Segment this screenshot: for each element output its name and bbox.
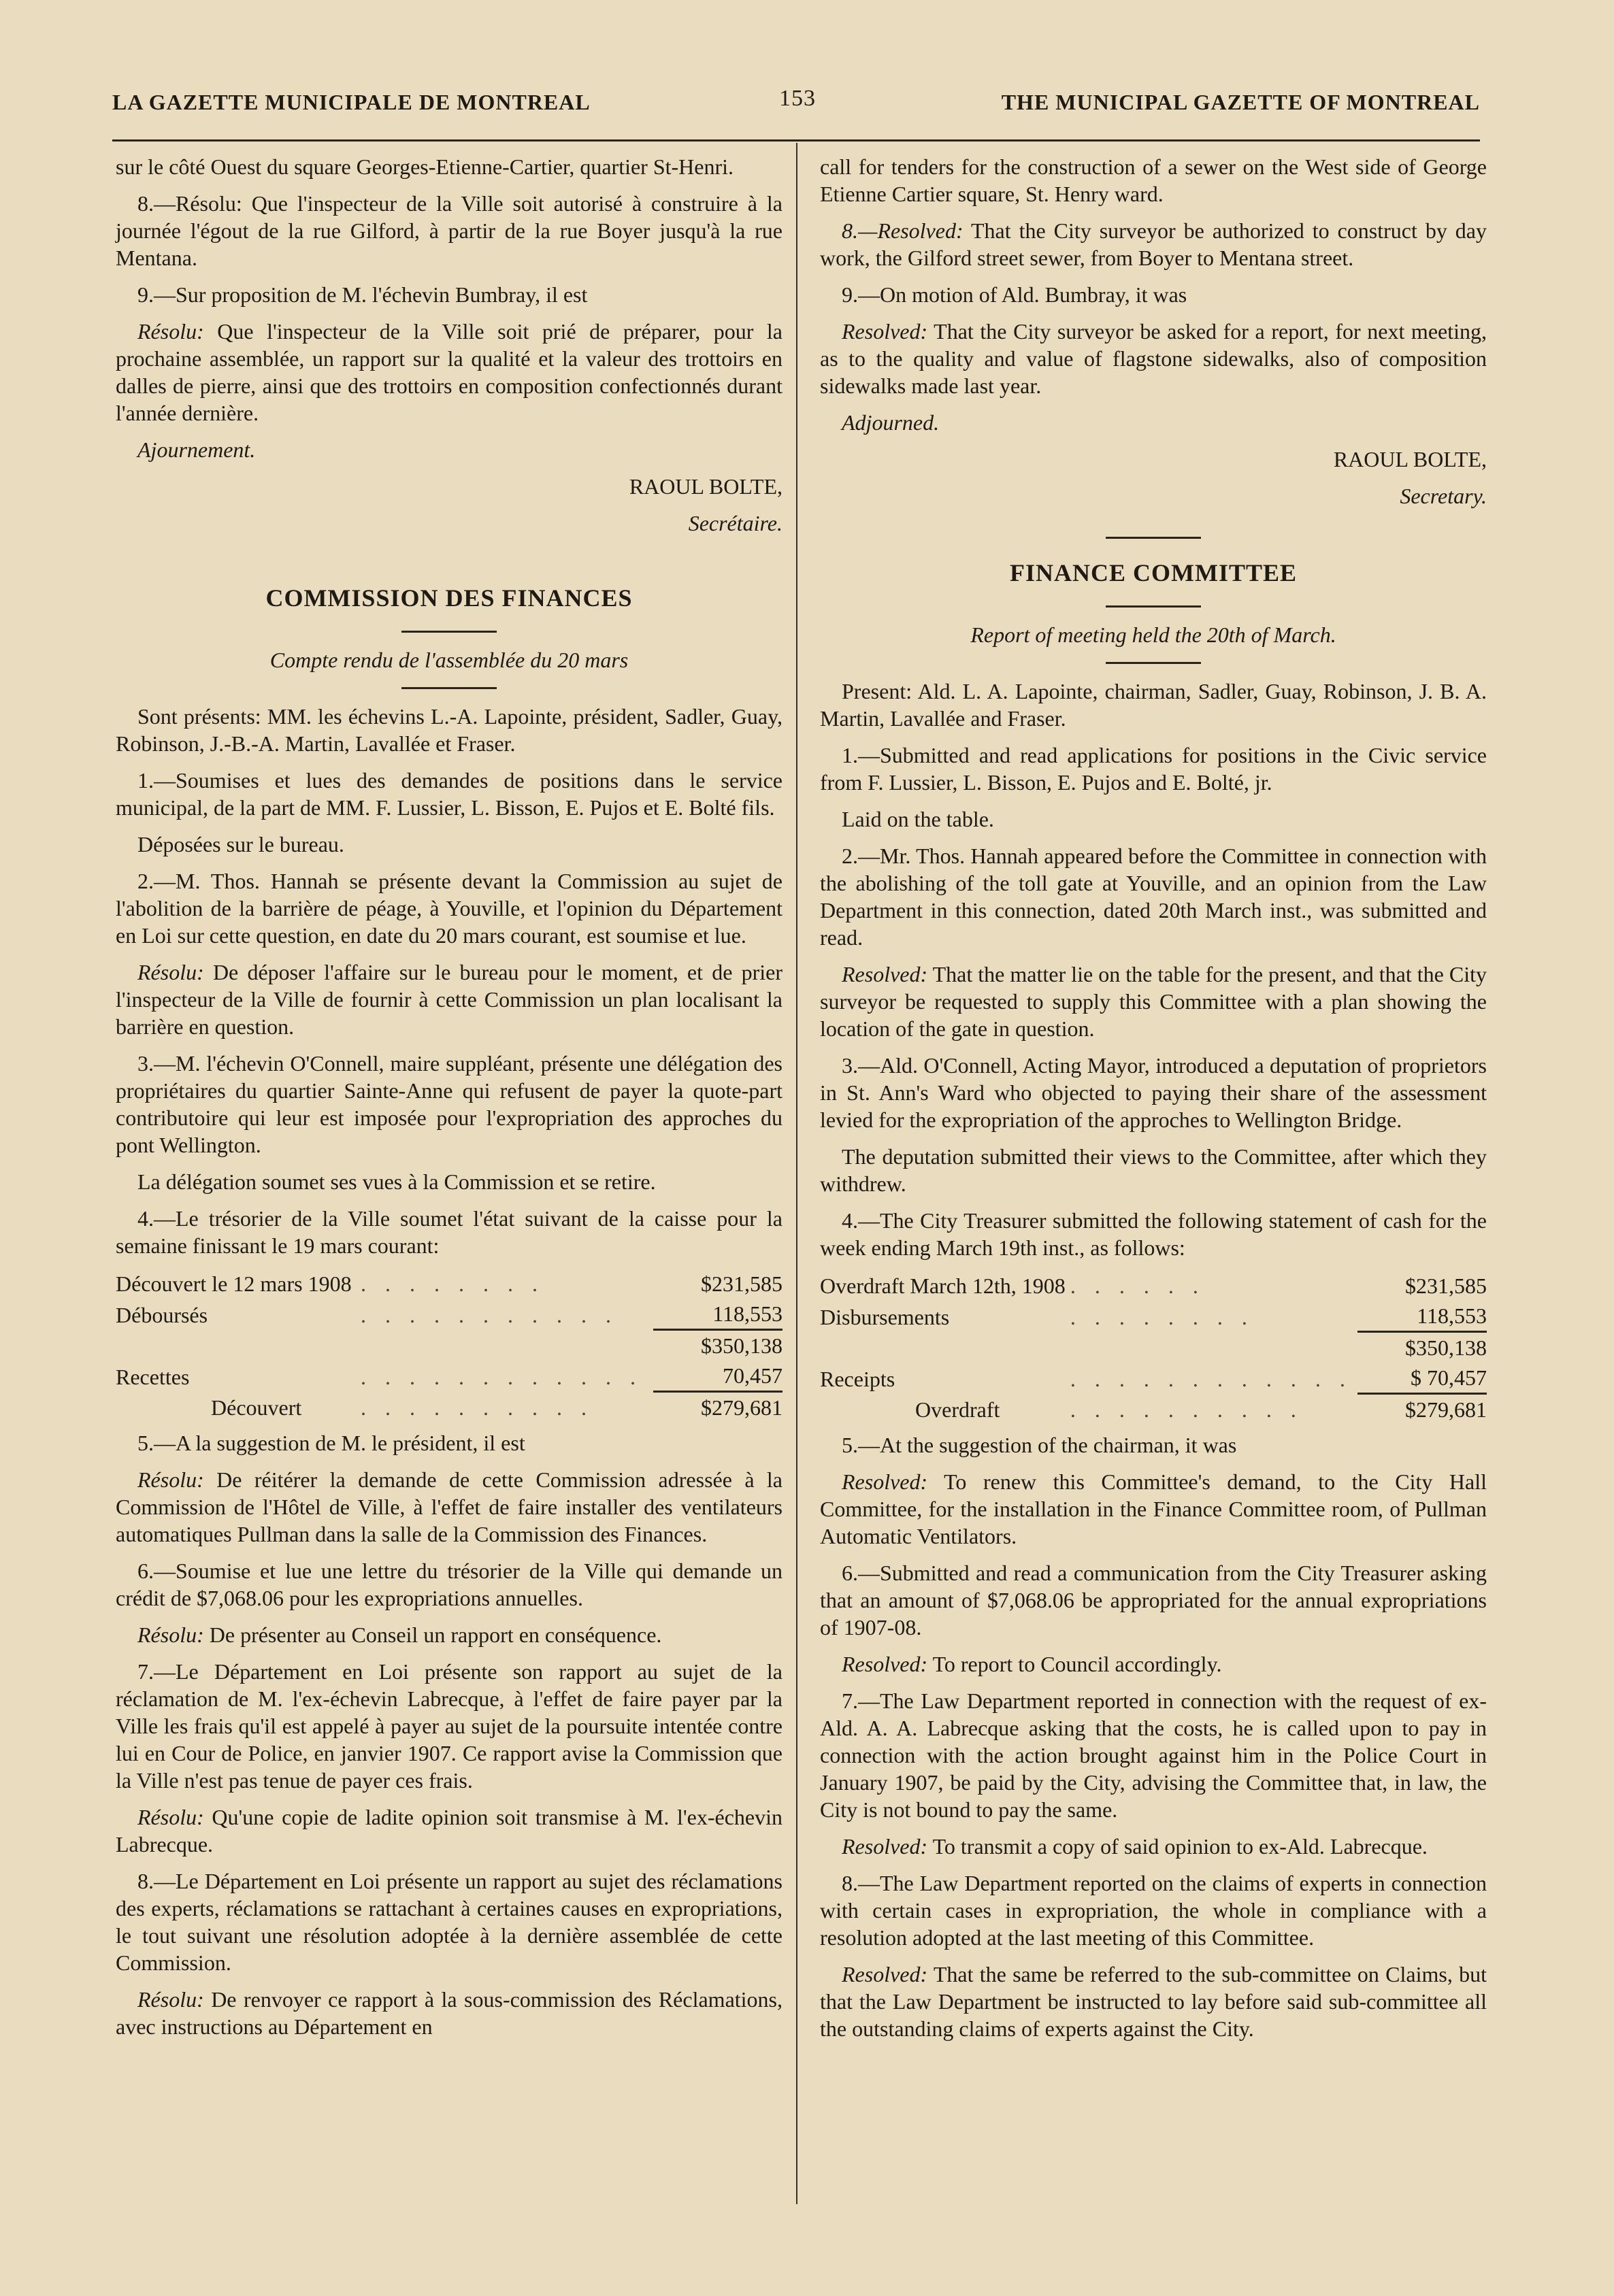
resolution-text: De présenter au Conseil un rapport en conséquence. [203,1623,662,1647]
paragraph: 5.—A la suggestion de M. le président, il est [137,1431,525,1455]
column-divider [796,143,797,2204]
english-column [820,153,1487,2052]
page-header [112,82,1480,129]
adjournment: Ajournement. [137,437,256,462]
paragraph: sur le côté Ouest du square Georges-Etienne-Cartier, quartier St-Henri. [116,154,734,179]
table-row [116,1330,783,1361]
english-masthead: THE MUNICIPAL GAZETTE OF MONTREAL [1001,90,1480,114]
resolution-text: De renvoyer ce rapport à la sous-commission des Réclamations, avec instructions au Département en [116,1987,783,2039]
resolution-label: Resolved: [842,1962,928,1986]
section-heading: COMMISSION DES FINANCES [265,584,633,612]
table-row [820,1394,1487,1425]
resolution-text: That the same be referred to the sub-committee on Claims, but that the Law Department be instructed to lay before said sub-committee all the outstanding claims of experts against the City. [820,1962,1487,2041]
paragraph [820,961,1487,1042]
table-amount: $279,681 [653,1392,783,1423]
leader-dots: . . . . . . . . [1070,1304,1254,1329]
short-rule [1106,605,1201,608]
table-label: Overdraft March 12th, 1908 [820,1274,1066,1298]
table-amount: $350,138 [653,1330,783,1361]
paragraph: 4.—The City Treasurer submitted the following statement of cash for the week ending March 19th inst., as follows: [820,1208,1487,1260]
resolution-text: Qu'une copie de ladite opinion soit transmise à M. l'ex-échevin Labrecque. [116,1805,783,1857]
paragraph: 1.—Soumises et lues des demandes de positions dans le service municipal, de la part de MM. F. Lussier, L. Bisson, E. Pujos et E. Bolté fils. [116,768,783,820]
adjournment: Adjourned. [842,410,940,435]
table-row [116,1361,783,1392]
table-row [116,1299,783,1330]
header-rule [112,139,1480,142]
table-label: Découvert [211,1395,302,1420]
paragraph: 7.—The Law Department reported in connection with the request of ex-Ald. A. A. Labrecque asking that the costs, he is called upon to pay in connection with the action brought against him in the Police Court in January 1907, be paid by the City, advising the Committee that, in law, the City is not bound to pay the same. [820,1688,1487,1822]
table-amount: $350,138 [1357,1332,1487,1363]
table-amount: 118,553 [712,1301,783,1326]
paragraph [820,1650,1487,1678]
paragraph: 3.—Ald. O'Connell, Acting Mayor, introduced a deputation of proprietors in St. Ann's Ward who objected to paying their share of the assessment levied for the expropriation of the approches to Wellington Bridge. [820,1053,1487,1132]
table-amount: $231,585 [701,1271,783,1296]
paragraph: call for tenders for the construction of a sewer on the West side of George Etienne Cartier square, St. Henry ward. [820,154,1487,206]
resolution-label: Resolved: [842,319,928,344]
table-amount: 70,457 [723,1363,783,1388]
table-label: Déboursés [116,1302,208,1327]
paragraph: The deputation submitted their views to the Committee, after which they withdrew. [820,1144,1487,1196]
leader-dots: . . . . . . . . . . . . [360,1364,642,1389]
resolution-text: To report to Council accordingly. [927,1652,1222,1676]
leader-dots: . . . . . . . . . . . . [1070,1366,1352,1391]
paragraph: 8.—The Law Department reported on the claims of experts in connection with certain cases in expropriation, the whole in compliance with a resolution adopted at the last meeting of this Committee. [820,1871,1487,1950]
paragraph [820,318,1487,399]
resolution-label: Résolu: [137,1623,204,1647]
leader-dots: . . . . . . . . [360,1271,544,1296]
leader-dots: . . . . . . . . . . [1070,1397,1303,1422]
resolution-text: De réitérer la demande de cette Commission adressée à la Commission de l'Hôtel de Ville, à l'effet de faire installer des ventilateurs automatiques Pullman dans la salle de la Commission des Finances. [116,1467,783,1546]
short-rule [401,631,497,633]
resolution-text: That the City surveyor be authorized to construct by day work, the Gilford street sewer, from Boyer to Mentana street. [820,218,1487,270]
cash-statement-table [820,1271,1487,1425]
resolution-label: Résolu: [137,1987,204,2012]
paragraph: 3.—M. l'échevin O'Connell, maire suppléant, présente une délégation des propriétaires du quartier Sainte-Anne qui refusent de payer la quote-part contributoire qui leur est imposée pour l'expropriation des approches du pont Wellington. [116,1051,783,1157]
resolution-text: To transmit a copy of said opinion to ex-Ald. Labrecque. [927,1834,1428,1859]
resolution-label: 8.—Resolved: [842,218,964,243]
section-heading: FINANCE COMMITTEE [1009,559,1298,586]
paragraph: Sont présents: MM. les échevins L.-A. Lapointe, président, Sadler, Guay, Robinson, J.-B.-A. Martin, Lavallée et Fraser. [116,704,783,756]
french-column [116,153,783,2050]
paragraph: 2.—M. Thos. Hannah se présente devant la Commission au sujet de l'abolition de la barrière de péage, à Youville, et l'opinion du Département en Loi sur cette question, en date du 20 mars courant, est soumise et lue. [116,869,783,948]
resolution-label: Résolu: [137,1805,204,1829]
resolution-label: Resolved: [842,962,928,986]
paragraph: 2.—Mr. Thos. Hannah appeared before the Committee in connection with the abolishing of the toll gate at Youville, and an opinion from the Law Department in this connection, dated 20th March inst., was submitted and read. [820,844,1487,950]
paragraph [116,1466,783,1548]
resolution-label: Résolu: [137,319,204,344]
signature-name: RAOUL BOLTE, [629,474,783,499]
resolution-text: To renew this Committee's demand, to the City Hall Committee, for the installation in the Finance Committee room, of Pullman Automatic Ventilators. [820,1469,1487,1548]
resolution-text: That the City surveyor be asked for a report, for next meeting, as to the quality and value of flagstone sidewalks, also of composition sidewalks made last year. [820,319,1487,398]
paragraph [820,1961,1487,2042]
paragraph: 9.—Sur proposition de M. l'échevin Bumbray, il est [137,282,588,307]
signature-title: Secretary. [1400,484,1487,508]
page-number: 153 [779,86,816,111]
paragraph [116,1986,783,2040]
paragraph [116,959,783,1040]
paragraph: 6.—Submitted and read a communication from the City Treasurer asking that an amount of $7,068.06 be appropriated for the annual expropriations of 1907-08. [820,1561,1487,1640]
table-amount: $ 70,457 [1411,1365,1487,1390]
paragraph [820,1468,1487,1550]
section-subheading: Report of meeting held the 20th of March. [970,622,1336,647]
table-amount: $231,585 [1405,1274,1487,1298]
short-rule [401,687,497,689]
paragraph: 4.—Le trésorier de la Ville soumet l'état suivant de la caisse pour la semaine finissant le 19 mars courant: [116,1206,783,1258]
section-subheading: Compte rendu de l'assemblée du 20 mars [269,648,629,672]
short-rule [1106,537,1201,539]
paragraph: Laid on the table. [842,807,994,831]
table-label: Receipts [820,1366,895,1391]
table-row [820,1271,1487,1301]
paragraph: 1.—Submitted and read applications for positions in the Civic service from F. Lussier, L. Bisson, E. Pujos and E. Bolté, jr. [820,743,1487,795]
resolution-text: Que l'inspecteur de la Ville soit prié de préparer, pour la prochaine assemblée, un rapport sur la qualité et la valeur des trottoirs en dalles de pierre, ainsi que des trottoirs en composition confectionnés durant l'année dernière. [116,319,783,425]
leader-dots: . . . . . . . . . . [360,1395,593,1420]
paragraph [116,1621,783,1648]
table-row [116,1392,783,1423]
table-label: Disbursements [820,1304,950,1329]
table-label: Recettes [116,1364,190,1389]
paragraph: 9.—On motion of Ald. Bumbray, it was [842,282,1187,307]
paragraph: Déposées sur le bureau. [137,832,344,856]
short-rule [1106,662,1201,664]
table-amount: 118,553 [1417,1303,1487,1328]
signature-title: Secrétaire. [688,511,783,535]
table-label: Découvert le 12 mars 1908 [116,1271,352,1296]
resolution-label: Resolved: [842,1834,928,1859]
resolution-label: Résolu: [137,1467,204,1492]
paragraph: 8.—Le Département en Loi présente un rapport au sujet des réclamations des experts, réclamations se rattachant à certaines causes en expropriations, le tout suivant une résolution adoptée à la dernière assemblée de cette Commission. [116,1869,783,1975]
leader-dots: . . . . . . . . . . . [360,1302,618,1327]
paragraph: La délégation soumet ses vues à la Commission et se retire. [137,1169,656,1194]
paragraph: 6.—Soumise et lue une lettre du trésorier de la Ville qui demande un crédit de $7,068.06 pour les expropriations annuelles. [116,1559,783,1610]
paragraph: Present: Ald. L. A. Lapointe, chairman, Sadler, Guay, Robinson, J. B. A. Martin, Lavallée and Fraser. [820,679,1487,731]
paragraph [820,1833,1487,1860]
table-label: Overdraft [915,1397,1000,1422]
paragraph: 7.—Le Département en Loi présente son rapport au sujet de la réclamation de M. l'ex-échevin Labrecque, à l'effet de faire payer par la Ville les frais qu'il est appelé à payer au sujet de la poursuite intentée contre lui en Cour de Police, en janvier 1907. Ce rapport avise la Commission que la Ville n'est pas tenue de payer ces frais. [116,1659,783,1793]
paragraph: 5.—At the suggestion of the chairman, it was [842,1433,1237,1457]
table-amount: $279,681 [1357,1394,1487,1425]
resolution-label: Resolved: [842,1652,928,1676]
paragraph: 8.—Résolu: Que l'inspecteur de la Ville soit autorisé à construire à la journée l'égout de la rue Gilford, à partir de la rue Boyer jusqu'à la rue Mentana. [116,191,783,270]
resolution-text: De déposer l'affaire sur le bureau pour le moment, et de prier l'inspecteur de la Ville de fournir à cette Commission un plan localisant la barrière en question. [116,960,783,1039]
table-row [820,1332,1487,1363]
paragraph [820,217,1487,271]
table-row [820,1363,1487,1394]
resolution-text: That the matter lie on the table for the present, and that the City surveyor be requested to supply this Committee with a plan showing the location of the gate in question. [820,962,1487,1041]
signature-name: RAOUL BOLTE, [1333,447,1487,471]
paragraph [116,1803,783,1858]
table-row [116,1269,783,1299]
paragraph [116,318,783,427]
cash-statement-table [116,1269,783,1422]
resolution-label: Résolu: [137,960,204,984]
leader-dots: . . . . . . [1070,1274,1205,1298]
table-row [820,1301,1487,1332]
french-masthead: LA GAZETTE MUNICIPALE DE MONTREAL [112,90,591,114]
resolution-label: Resolved: [842,1469,928,1494]
